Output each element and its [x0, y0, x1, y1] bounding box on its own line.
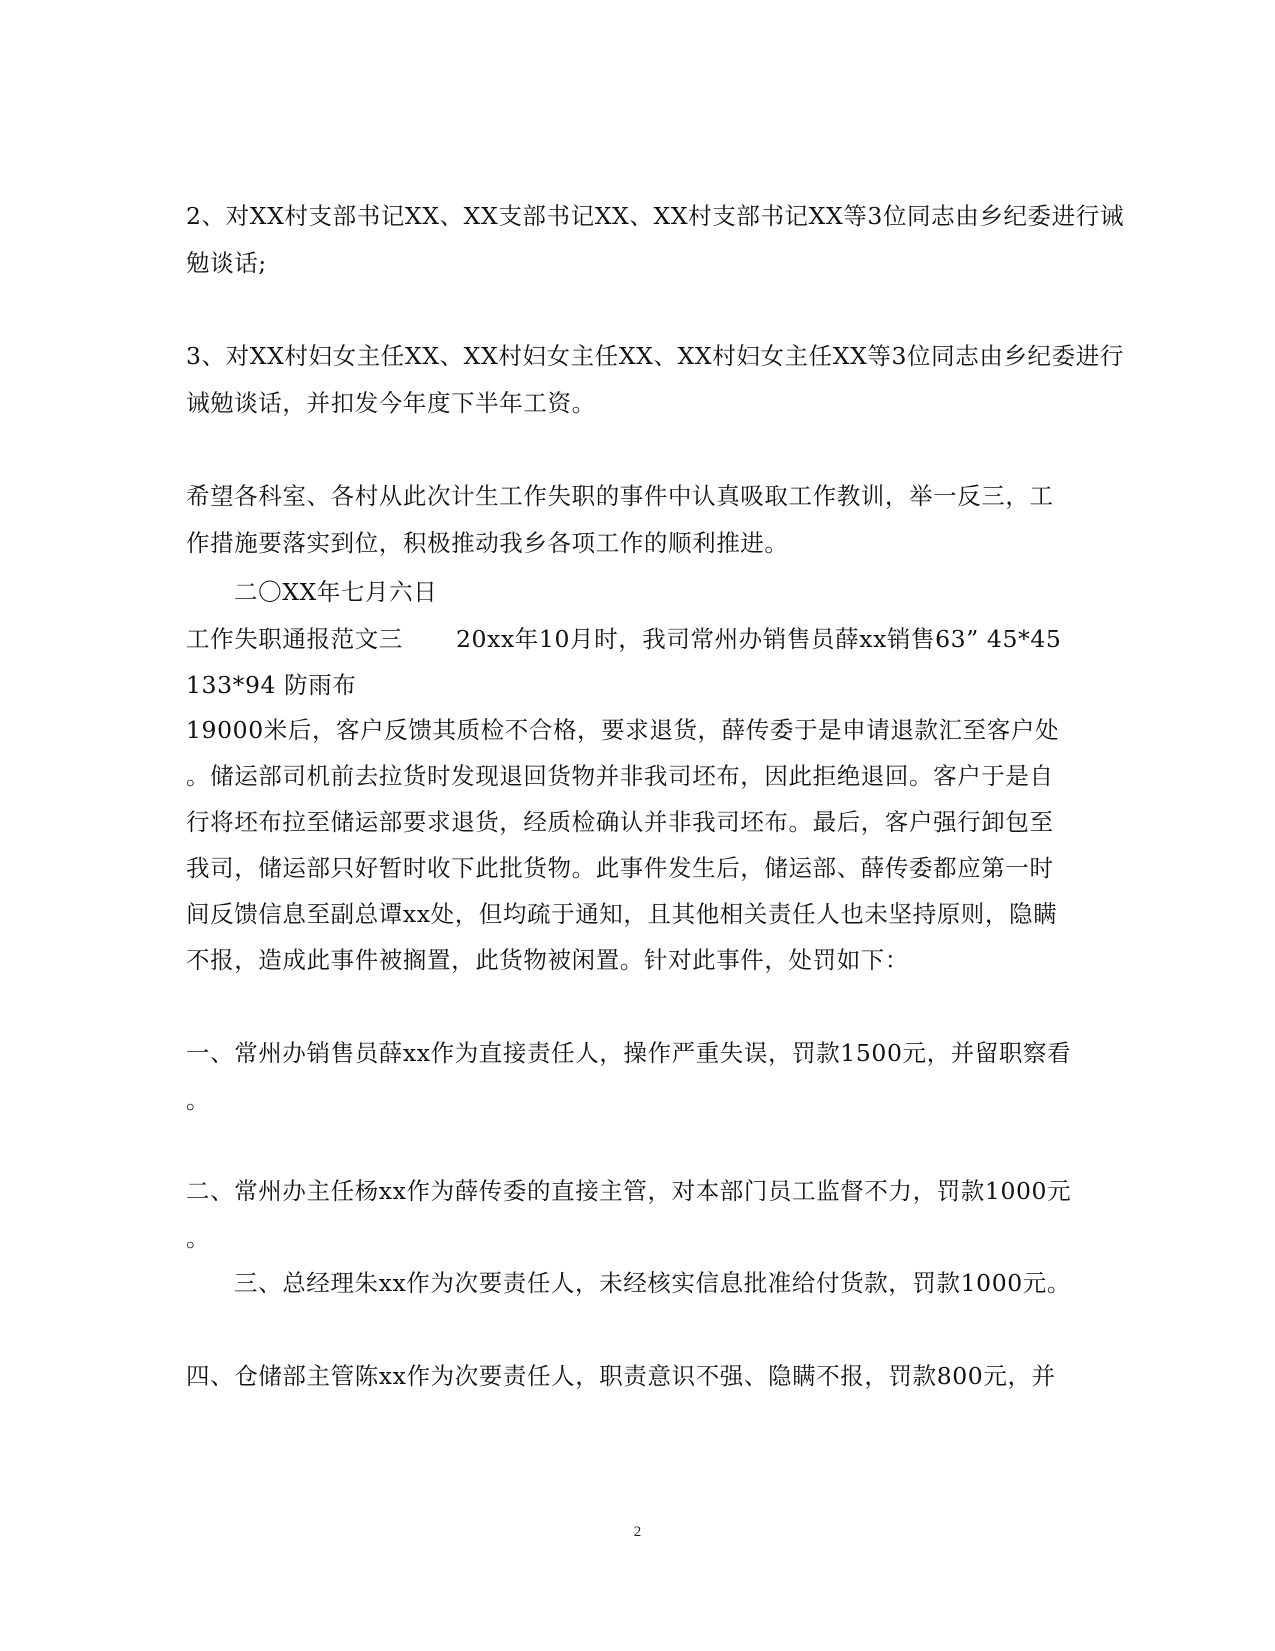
paragraph-line: 四、仓储部主管陈xx作为次要责任人，职责意识不强、隐瞒不报，罚款800元，并	[186, 1362, 1056, 1390]
paragraph-line: 诫勉谈话，并扣发今年度下半年工资。	[186, 389, 596, 417]
paragraph-line: 19000米后，客户反馈其质检不合格，要求退货，薛传委于是申请退款汇至客户处	[186, 716, 1060, 744]
paragraph-line: 一、常州办销售员薛xx作为直接责任人，操作严重失误，罚款1500元，并留职察看	[186, 1039, 1072, 1067]
paragraph-line: 间反馈信息至副总谭xx处，但均疏于通知，且其他相关责任人也未坚持原则，隐瞒	[186, 900, 1058, 928]
paragraph-line: 作措施要落实到位，积极推动我乡各项工作的顺利推进。	[186, 529, 789, 557]
paragraph-line: 。	[186, 1224, 211, 1252]
paragraph-line: 希望各科室、各村从此次计生工作失职的事件中认真吸取工作教训，举一反三，工	[186, 482, 1054, 510]
paragraph-line: 3、对XX村妇女主任XX、XX村妇女主任XX、XX村妇女主任XX等3位同志由乡纪委进行	[186, 342, 1124, 370]
section-title: 工作失职通报范文三	[186, 625, 403, 653]
paragraph-line: 。储运部司机前去拉货时发现退回货物并非我司坯布，因此拒绝退回。客户于是自	[186, 762, 1054, 790]
paragraph-line: 。	[186, 1086, 211, 1114]
section-title-line	[186, 624, 1061, 654]
paragraph-line: 133*94 防雨布	[186, 671, 357, 699]
date-line: 二〇XX年七月六日	[234, 578, 438, 606]
paragraph-line: 不报，造成此事件被搁置，此货物被闲置。针对此事件，处罚如下：	[186, 946, 909, 974]
paragraph-line: 二、常州办主任杨xx作为薛传委的直接主管，对本部门员工监督不力，罚款1000元	[186, 1177, 1072, 1205]
paragraph-line: 20xx年10月时，我司常州办销售员薛xx销售63” 45*45	[456, 625, 1062, 653]
paragraph-line: 勉谈话;	[186, 249, 267, 277]
paragraph-line: 行将坯布拉至储运部要求退货，经质检确认并非我司坯布。最后，客户强行卸包至	[186, 808, 1054, 836]
paragraph-line: 2、对XX村支部书记XX、XX支部书记XX、XX村支部书记XX等3位同志由乡纪委进行诫	[186, 202, 1124, 230]
page-number: 2	[633, 1524, 642, 1540]
paragraph-line: 我司，储运部只好暂时收下此批货物。此事件发生后，储运部、薛传委都应第一时	[186, 854, 1054, 882]
paragraph-line: 三、总经理朱xx作为次要责任人，未经核实信息批准给付货款，罚款1000元。	[234, 1269, 1072, 1297]
